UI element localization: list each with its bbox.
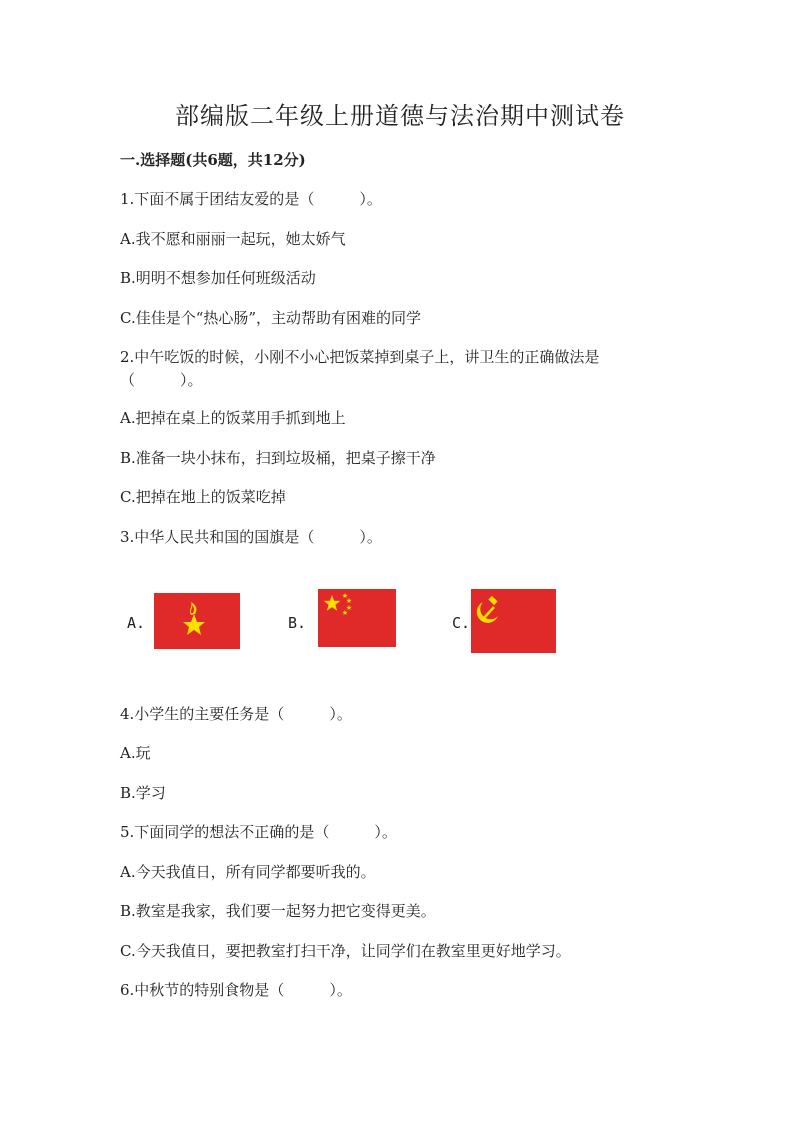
question-2-stem-line-2: （ ）。	[120, 371, 203, 389]
section-heading: 一.选择题(共6题，共12分)	[120, 151, 306, 169]
question-4-stem: 4.小学生的主要任务是（ ）。	[120, 705, 352, 723]
question-3-option-c-label: C.	[452, 614, 471, 632]
question-6-stem: 6.中秋节的特别食物是（ ）。	[120, 981, 352, 999]
young-pioneers-flag-icon	[154, 593, 240, 649]
question-2-option-a: A.把掉在桌上的饭菜用手抓到地上	[120, 409, 346, 427]
question-5-option-c: C.今天我值日，要把教室打扫干净，让同学们在教室里更好地学习。	[120, 942, 571, 960]
question-5-option-b: B.教室是我家，我们要一起努力把它变得更美。	[120, 902, 436, 920]
question-3-option-b-label: B.	[288, 614, 307, 632]
question-2-option-c: C.把掉在地上的饭菜吃掉	[120, 488, 286, 506]
question-4-option-a: A.玩	[120, 744, 151, 762]
question-4-option-b: B.学习	[120, 784, 166, 802]
chinese-national-flag-icon	[318, 589, 396, 647]
question-1-option-c: C.佳佳是个“热心肠”，主动帮助有困难的同学	[120, 309, 422, 327]
question-1-option-a: A.我不愿和丽丽一起玩，她太娇气	[120, 230, 346, 248]
question-2-stem-line-1: 2.中午吃饭的时候，小刚不小心把饭菜掉到桌子上，讲卫生的正确做法是	[120, 348, 600, 366]
question-3-stem: 3.中华人民共和国的国旗是（ ）。	[120, 528, 382, 546]
question-1-stem: 1.下面不属于团结友爱的是（ ）。	[120, 190, 382, 208]
question-2-option-b: B.准备一块小抹布，扫到垃圾桶，把桌子擦干净	[120, 449, 436, 467]
question-1-option-b: B.明明不想参加任何班级活动	[120, 269, 316, 287]
question-5-option-a: A.今天我值日，所有同学都要听我的。	[120, 863, 376, 881]
communist-party-flag-icon	[471, 589, 556, 653]
question-5-stem: 5.下面同学的想法不正确的是（ ）。	[120, 823, 397, 841]
page-title: 部编版二年级上册道德与法治期中测试卷	[175, 102, 625, 130]
question-3-option-a-label: A.	[127, 614, 146, 632]
